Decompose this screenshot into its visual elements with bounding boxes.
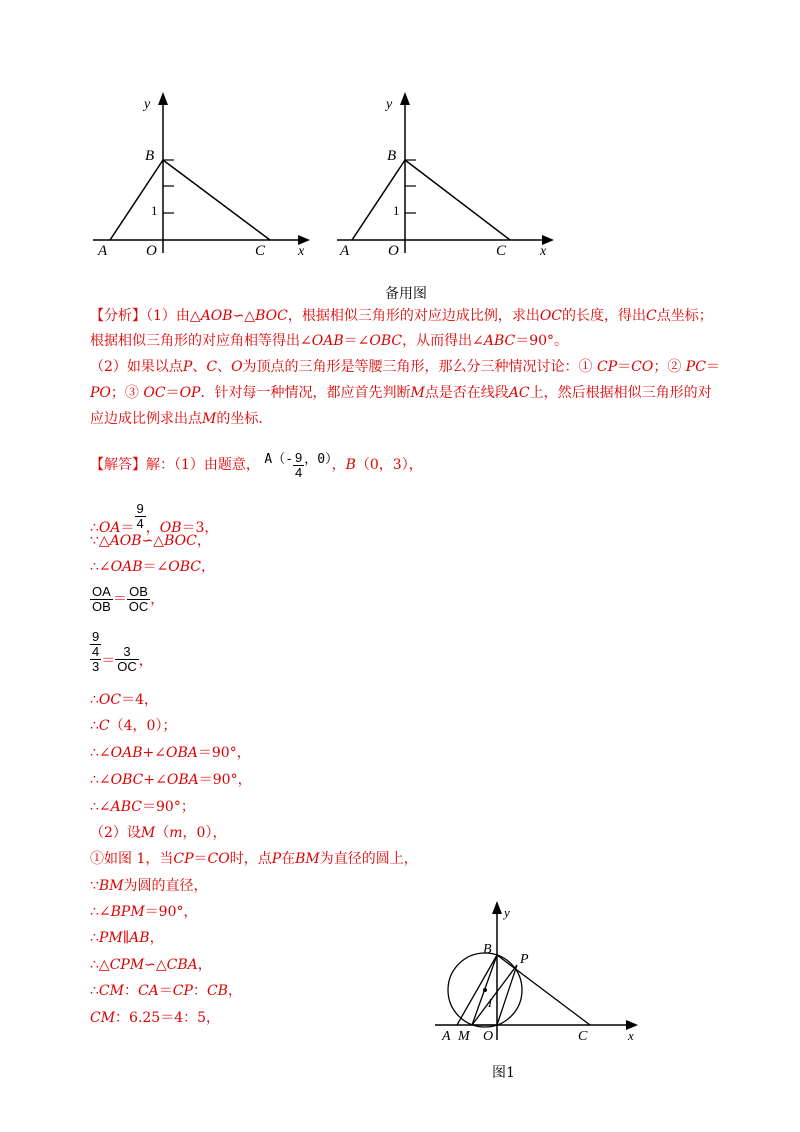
text: ；② (653, 359, 686, 375)
solution-row-16 (90, 928, 164, 948)
text: ＝90°， (198, 772, 252, 788)
denominator: 4 (295, 465, 303, 480)
label-y: y (386, 97, 393, 112)
text: ， (197, 957, 212, 973)
text: ， (201, 559, 216, 575)
math: PC (685, 359, 706, 375)
denominator: OC (117, 659, 137, 674)
fraction (293, 451, 304, 480)
label-p: P (520, 952, 529, 967)
math: BOC (255, 308, 288, 324)
text: ＝4， (121, 692, 159, 708)
math: CM (98, 983, 124, 999)
text: 上，然后根据相似三角形的对 (529, 385, 712, 401)
math: OBA (166, 745, 198, 761)
math: OB (159, 520, 182, 536)
numerator: OA (92, 584, 111, 599)
caption-backup-figure: 备用图 (385, 286, 427, 302)
label-c: C (496, 243, 507, 258)
math: AOB (109, 533, 142, 549)
math: PO (90, 385, 111, 401)
numerator-mid: 4 (92, 644, 100, 659)
text: 解：（1）由题意， (146, 457, 260, 473)
text: （2）如果以点 (90, 359, 183, 375)
text: ∥ (122, 930, 130, 946)
label-a: A (98, 243, 108, 258)
label-a: A (340, 243, 350, 258)
fraction-ob-oc (127, 585, 151, 614)
label-one: 1 (393, 203, 400, 218)
math: OBA (166, 772, 199, 788)
solution-row-17 (90, 955, 212, 975)
label-one: 1 (151, 203, 158, 218)
math: CO (207, 851, 230, 867)
segment-ab (352, 160, 405, 240)
label-a: A (442, 1029, 451, 1044)
denominator: 3 (92, 659, 100, 674)
text: ＝90°， (144, 904, 198, 920)
text: ＝ (165, 385, 180, 401)
text: ①如图 1，当 (90, 851, 174, 867)
segment-ab (457, 955, 497, 1025)
text: ： (123, 983, 138, 999)
math: CM (90, 1010, 116, 1026)
text: ＝ (705, 359, 720, 375)
label-x: x (540, 244, 547, 258)
math: M (140, 825, 156, 841)
analysis-line-5 (90, 409, 263, 429)
text: ＝∠ (343, 333, 370, 349)
label-x: x (628, 1028, 634, 1043)
solution-row-10 (90, 770, 252, 790)
math: OAB (110, 559, 143, 575)
denominator: OB (92, 599, 111, 614)
text: ∴∠ (90, 904, 111, 920)
numerator: 3 (115, 645, 139, 660)
analysis-line-3 (90, 357, 720, 377)
segment-bc (163, 160, 270, 240)
math: OBC (168, 559, 202, 575)
math: C (98, 718, 110, 734)
segment-bc (497, 955, 590, 1025)
solution-row-6 (90, 630, 153, 674)
text: ∴ (90, 983, 99, 999)
y-axis-arrow (400, 92, 410, 105)
math: OC (98, 692, 122, 708)
text: ＝ (101, 653, 116, 669)
math: AC (508, 385, 530, 401)
text: ＝90°。 (515, 333, 569, 349)
text: ＝90°； (142, 799, 195, 815)
text: ，从而得出∠ (402, 333, 484, 349)
segment-pm (472, 965, 517, 1025)
text: ＝∠ (142, 559, 169, 575)
denominator: OC (128, 599, 149, 614)
math: OA (98, 520, 121, 536)
math: OC (143, 385, 166, 401)
solution-row-4 (90, 557, 215, 577)
label-o: O (483, 1029, 494, 1044)
math: CBA (166, 957, 198, 973)
text: ∴ (90, 718, 99, 734)
text: ∴∠ (90, 745, 111, 761)
math: P (182, 359, 193, 375)
math: OBC (110, 772, 144, 788)
text: 、 (217, 359, 232, 375)
text: ＝ (112, 591, 127, 608)
figure-1-caption: 图1 (492, 1065, 515, 1081)
text: A（- (264, 452, 294, 467)
solution-row-5 (90, 585, 164, 614)
figure-triangle-right (332, 88, 562, 258)
text: ，0） (304, 452, 332, 467)
y-axis-arrow (492, 901, 502, 914)
text: ∵ (90, 878, 99, 894)
text: ＝3， (181, 520, 219, 536)
text: 为圆的直径， (123, 878, 208, 894)
math: OAB (311, 333, 344, 349)
solution-row-7 (90, 690, 158, 710)
text: 点是否在线段 (424, 385, 509, 401)
label-o: O (388, 243, 399, 258)
label-i: I (488, 996, 492, 1010)
math: AOB (200, 308, 233, 324)
text: 在 (281, 851, 296, 867)
text: ， (138, 653, 153, 669)
text: 根据相似三角形的对应角相等得出∠ (90, 333, 312, 349)
text: 时，点 (229, 851, 272, 867)
text: ＝ (158, 983, 173, 999)
fraction-3-oc (115, 645, 139, 674)
math: O (231, 359, 243, 375)
solution-row-14 (90, 876, 208, 896)
math: M (202, 411, 217, 427)
text: ∽△ (232, 308, 256, 324)
text: ∽△ (144, 957, 167, 973)
text: 为直径的圆上， (319, 851, 418, 867)
text: ∽△ (141, 533, 165, 549)
text: ∴∠ (90, 559, 111, 575)
label-y: y (504, 905, 510, 920)
solution-row-9 (90, 743, 251, 763)
math: ABC (483, 333, 516, 349)
fraction (135, 502, 146, 531)
numerator: OB (127, 585, 151, 600)
text: ＝ (120, 520, 135, 536)
text: ∴ (90, 520, 99, 536)
text: ，根据相似三角形的对应边成比例，求出 (287, 308, 540, 324)
segment-ab (110, 160, 163, 240)
numerator: 9 (136, 501, 144, 516)
label-y: y (144, 97, 151, 112)
math: CB (206, 983, 228, 999)
text: ∴ (90, 692, 99, 708)
solution-row-12 (90, 823, 226, 843)
solution-row-3 (90, 531, 211, 551)
math: CPM (109, 957, 145, 973)
text: 应边成比例求出点 (90, 411, 202, 427)
text: ：6.25＝4：5， (115, 1010, 221, 1026)
solution-row-8 (90, 716, 176, 736)
text: +∠ (143, 772, 167, 788)
math: BM (295, 851, 320, 867)
text: （4，0）； (109, 718, 177, 734)
label-b: B (145, 148, 155, 164)
text: +∠ (142, 745, 166, 761)
analysis-head: 【分析】 (90, 308, 146, 324)
math: OP (179, 385, 201, 401)
figure-triangle-left (88, 88, 318, 258)
label-c: C (578, 1029, 588, 1044)
solution-head: 【解答】 (90, 457, 146, 473)
math: AB (129, 930, 150, 946)
math: C (646, 308, 657, 324)
text: ＝ (617, 359, 632, 375)
text: ＝90°， (197, 745, 251, 761)
text: ， (145, 520, 160, 536)
analysis-line-2 (90, 331, 568, 351)
text: （2）设 (90, 825, 141, 841)
text: ∴∠ (90, 772, 111, 788)
solution-row-15 (90, 902, 198, 922)
solution-row-11 (90, 797, 195, 817)
math: M (410, 385, 425, 401)
text: ∴ (90, 930, 99, 946)
numerator-top: 9 (92, 629, 100, 644)
math: CP (173, 851, 194, 867)
math: PM (98, 930, 123, 946)
math: CP (597, 359, 618, 375)
analysis-line-4 (90, 383, 712, 403)
solution-row-18 (90, 981, 242, 1001)
text: 的长度，得出 (562, 308, 647, 324)
math: BM (98, 878, 124, 894)
text: ， (149, 930, 164, 946)
text: 为顶点的三角形是等腰三角形，那么分三种情况讨论：① (242, 359, 597, 375)
text: ．针对每一种情况，都应首先判断 (200, 385, 411, 401)
text: ： (192, 983, 207, 999)
text: ， (331, 457, 346, 473)
text: （ (155, 825, 170, 841)
fraction-oa-ob (90, 585, 113, 614)
solution-row-19 (90, 1008, 220, 1028)
text: ， (196, 533, 211, 549)
text: 点坐标； (656, 308, 713, 324)
point-a (264, 450, 332, 480)
math: CO (631, 359, 654, 375)
math: m (169, 825, 183, 841)
segment-po (497, 965, 517, 1025)
text: （1）由△ (146, 308, 201, 324)
text: 的坐标. (216, 411, 263, 427)
label-b: B (483, 942, 492, 957)
analysis-line-1 (90, 306, 713, 326)
math: ABC (110, 799, 143, 815)
label-o: O (146, 243, 157, 258)
segment-bc (405, 160, 510, 240)
math: P (271, 851, 282, 867)
denominator: 4 (136, 516, 144, 531)
solution-row-13 (90, 849, 418, 869)
math: OAB (110, 745, 143, 761)
numerator: 9 (295, 450, 303, 465)
text: ， (150, 591, 165, 608)
math: BOC (164, 533, 197, 549)
label-b: B (387, 148, 397, 164)
math: CP (172, 983, 193, 999)
fraction-nested (90, 630, 101, 674)
math: OBC (369, 333, 403, 349)
text: 、 (192, 359, 207, 375)
text: ，0）， (182, 825, 227, 841)
y-axis-arrow (158, 92, 168, 105)
text: ∴△ (90, 957, 110, 973)
text: ， (227, 983, 242, 999)
figure-1 (430, 895, 650, 1060)
math: OC (539, 308, 563, 324)
label-m: M (458, 1029, 470, 1044)
label-c: C (255, 243, 266, 258)
math: B (345, 457, 356, 473)
label-x: x (298, 244, 305, 258)
math: BPM (110, 904, 145, 920)
math: CA (137, 983, 159, 999)
center-point (483, 988, 487, 992)
text: ；③ (110, 385, 144, 401)
text: ∵△ (90, 533, 110, 549)
math: C (206, 359, 218, 375)
text: ∴∠ (90, 799, 111, 815)
text: ＝ (193, 851, 208, 867)
solution-row-1 (90, 450, 423, 480)
text: （0，3）， (355, 457, 423, 473)
